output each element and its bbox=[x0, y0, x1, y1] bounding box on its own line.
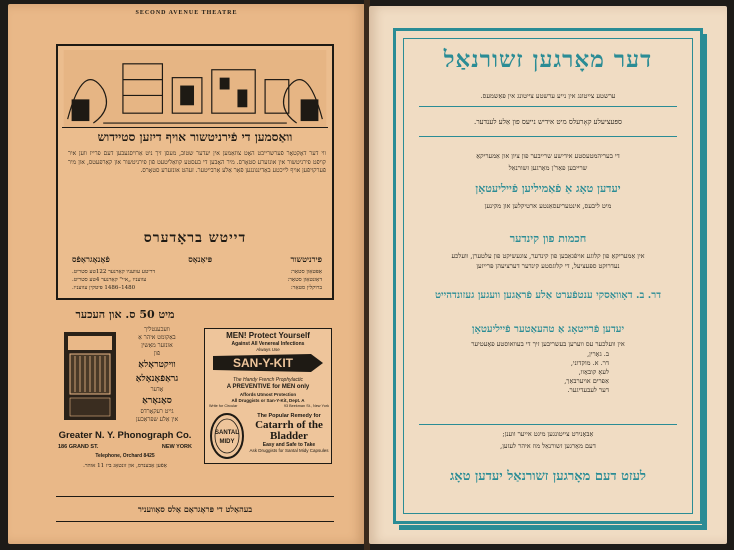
left-page bbox=[8, 4, 365, 544]
ad-line: די בעריהמטעסטע אידישע שרייבער פון ציון און אַמעריקאַ bbox=[476, 152, 620, 160]
ad-line: מיט ליבעס, אינטעריעסאַנטע ארטיקלען און מקינען bbox=[484, 202, 612, 210]
phonograph-cabinet-illustration bbox=[60, 328, 120, 424]
seal-sub: MIDY bbox=[219, 439, 235, 445]
store-address: 1480–1486 פּיטקין עוועניו. bbox=[72, 285, 136, 291]
remedy-line: The Popular Remedy for bbox=[257, 413, 321, 419]
phonograph-brand: גראַפֿאָנאָלאַ bbox=[135, 374, 179, 384]
closing-slogan: לעזט דעם מאָרגען זשורנאַל יעדען טאָג bbox=[449, 469, 647, 484]
store-name: אַפּטאַון סטאָר: bbox=[290, 269, 322, 275]
easy-line: Easy and Safe to Take bbox=[262, 442, 316, 448]
divider bbox=[419, 424, 677, 425]
store-list bbox=[72, 268, 322, 292]
ad-line: שרייבען פאַר'ן מאָרגען זשורנאַל bbox=[508, 164, 588, 172]
seal-brand: SANTAL bbox=[215, 430, 239, 436]
ad-line: ספּעציעלע קאָרעלס מיט אידיש נייעס פון אַלע לענדער. bbox=[474, 118, 622, 126]
phonograph-telephone: Telephone, Orchard 8425 bbox=[95, 453, 155, 459]
store-row bbox=[72, 284, 322, 292]
store-name: דאַונטאַון סטאָר: bbox=[287, 277, 322, 283]
ad-line: אין וועלכער עס ווערען בעשריבען זיך די בעוואוסטע פאָעטיער bbox=[471, 340, 625, 348]
phonograph-price: מיט 50 ס. און העכער bbox=[75, 308, 175, 321]
writer-name: ב. גאָרין, bbox=[587, 350, 609, 358]
writers-list bbox=[519, 350, 609, 395]
ad-heading: יעדען פֿרייטאָג אַ טהעאַטער פֿייליעטאָן bbox=[471, 324, 625, 335]
sanykit-write-line bbox=[209, 404, 329, 408]
address-street: 186 GRAND ST. bbox=[58, 444, 99, 450]
furniture-ad bbox=[56, 44, 334, 300]
phonograph-text bbox=[120, 326, 194, 424]
category-label: פּיאַנאָס bbox=[188, 254, 213, 264]
phonograph-line: וועכענטליך bbox=[144, 326, 170, 333]
ad-heading: חכמות פון קינדער bbox=[509, 232, 587, 245]
sanykit-ad bbox=[204, 328, 332, 464]
address-city: NEW YORK bbox=[161, 444, 192, 450]
sanykit-headline: MEN! Protect Yourself bbox=[226, 331, 310, 340]
divider bbox=[419, 136, 677, 137]
sanykit-always-use: Always Use bbox=[256, 347, 280, 352]
sanykit-brand: SAN-Y-KIT bbox=[233, 356, 293, 370]
sanykit-tagline: Affords Utmost Protection bbox=[239, 392, 297, 397]
writer-name: דער לעבעדיגער. bbox=[567, 386, 609, 394]
sanykit-tagline: All Druggists or San-Y-Kit, Dept. A bbox=[231, 398, 305, 403]
sanykit-subhead: Against All Venereal Infections bbox=[231, 341, 305, 347]
writer-name: לעאָ קובאָוו, bbox=[578, 368, 609, 376]
ad-line: דעם מאָרגען זשורנאַל מוז איהר לעזען, bbox=[500, 442, 596, 450]
right-page bbox=[369, 6, 727, 544]
store-row bbox=[72, 276, 322, 284]
phonograph-line: אונזער מאַשין bbox=[141, 342, 173, 349]
phonograph-ad bbox=[56, 306, 194, 484]
phonograph-line: באַקומט איהר אַ bbox=[138, 334, 176, 341]
furniture-body-text: ווי דער דאָקטאָר פֿערשרייבט האָט צוזאַמען אין יעדער שטוב, מעסן זיך ניט אַרויסגעבען דעם פרייז ווען איר קויפֿט פירניטשור אין אונזערע סטאָרס. מיר האָבען די בעסטע קוואַליטעט פֿון פירניטשור און קאַרפעטס, און מיר פֿערקויפֿען אויף לייכטע באַדינגונגען פֿאַר אַלע אַרבייטער. זעהט אונזערע סטאָרס. bbox=[68, 150, 326, 174]
category-label: פירניטשור bbox=[290, 254, 322, 264]
newspaper-subtitle: ערשטע צייטונג אין נייע ערשטע צייטונג אין פּאַשמעס. bbox=[480, 92, 616, 100]
store-row bbox=[72, 268, 322, 276]
furniture-categories bbox=[72, 254, 322, 264]
santal-midy-seal-icon bbox=[209, 411, 245, 461]
furniture-firm-name: דייטש בראָדערס bbox=[143, 230, 247, 246]
phonograph-address bbox=[58, 444, 192, 450]
category-label: פֿאָנאָגראַפֿס bbox=[72, 254, 110, 264]
phonograph-line: פֿון bbox=[153, 350, 161, 357]
phonograph-line: אָדער bbox=[150, 386, 164, 393]
phonograph-brand: וויקטראָלאַ bbox=[138, 360, 176, 370]
sanykit-tube-logo bbox=[211, 352, 327, 374]
running-head: SECOND AVENUE THEATRE bbox=[135, 10, 238, 16]
newspaper-title: דער מאָרגען זשורנאַל bbox=[443, 46, 653, 73]
souvenir-footer: בעהאַלט די פּראָגראַם אַלס סאָוועניר bbox=[56, 496, 334, 522]
write-address: 93 Beekman St., New York bbox=[283, 404, 329, 408]
sanykit-tagline: The Handy French Prophylactic bbox=[232, 377, 304, 383]
phonograph-company: Greater N. Y. Phonograph Co. bbox=[58, 430, 192, 441]
ad-line: נעדרוקט ספּעציעל, די קלוגסטע קינדער דערציעהן פּרייזען bbox=[476, 262, 620, 270]
sanykit-tagline: A PREVENTIVE for MEN only bbox=[226, 384, 310, 390]
ask-line: Ask Druggists for Santal Midy Capsules bbox=[249, 448, 329, 453]
phonograph-line: גייט רעקאָרדס bbox=[140, 408, 174, 415]
ad-line: אַבאָנירט צייטונגען מיגט אייער ווענן; bbox=[502, 430, 594, 438]
phonograph-line: אין אַלע שפּראַכען bbox=[135, 416, 179, 423]
ad-line: אין אַמעריקאַ פון קלוגע אויפֿגאַבען פון קינדער, צוגעשיקט פון עלטערן, וועלכע bbox=[451, 252, 645, 260]
furniture-illustration bbox=[62, 50, 328, 128]
divider bbox=[419, 106, 677, 107]
store-name: ברוקלין סטאָר: bbox=[290, 285, 322, 291]
furniture-headline: וואַסמען די פֿירניטשור אויף דיזען סטיידוש bbox=[97, 130, 293, 144]
write-circular: Write for Circular bbox=[209, 404, 238, 408]
phonograph-hours: אָפֿען אָבענדס, און זונטאָג ביז 11 אוהר. bbox=[83, 463, 167, 469]
santal-midy-text bbox=[247, 413, 331, 454]
catarrh-line: Catarrh of the Bladder bbox=[255, 419, 323, 442]
store-address: דריטע עוועניו קאָרנער 122טע סטריט. bbox=[72, 269, 156, 275]
writer-name: דר. א. מוקדוני, bbox=[570, 359, 609, 367]
ad-heading: יעדען טאָג אַ פֿאַמיליען פֿייליעטאָן bbox=[475, 182, 621, 195]
ad-heading: דר. ב. דאָוואַסקי ענטפֿערט אַלע פֿראַגען וועגען געזונדהייט bbox=[434, 290, 662, 301]
phonograph-brand: סאָנאָראַ bbox=[142, 396, 172, 406]
writer-name: אַפרים אויערבאַך, bbox=[564, 377, 609, 385]
store-address: עוועניו „איי" קאָרנער 4טע סטריט. bbox=[72, 277, 147, 283]
